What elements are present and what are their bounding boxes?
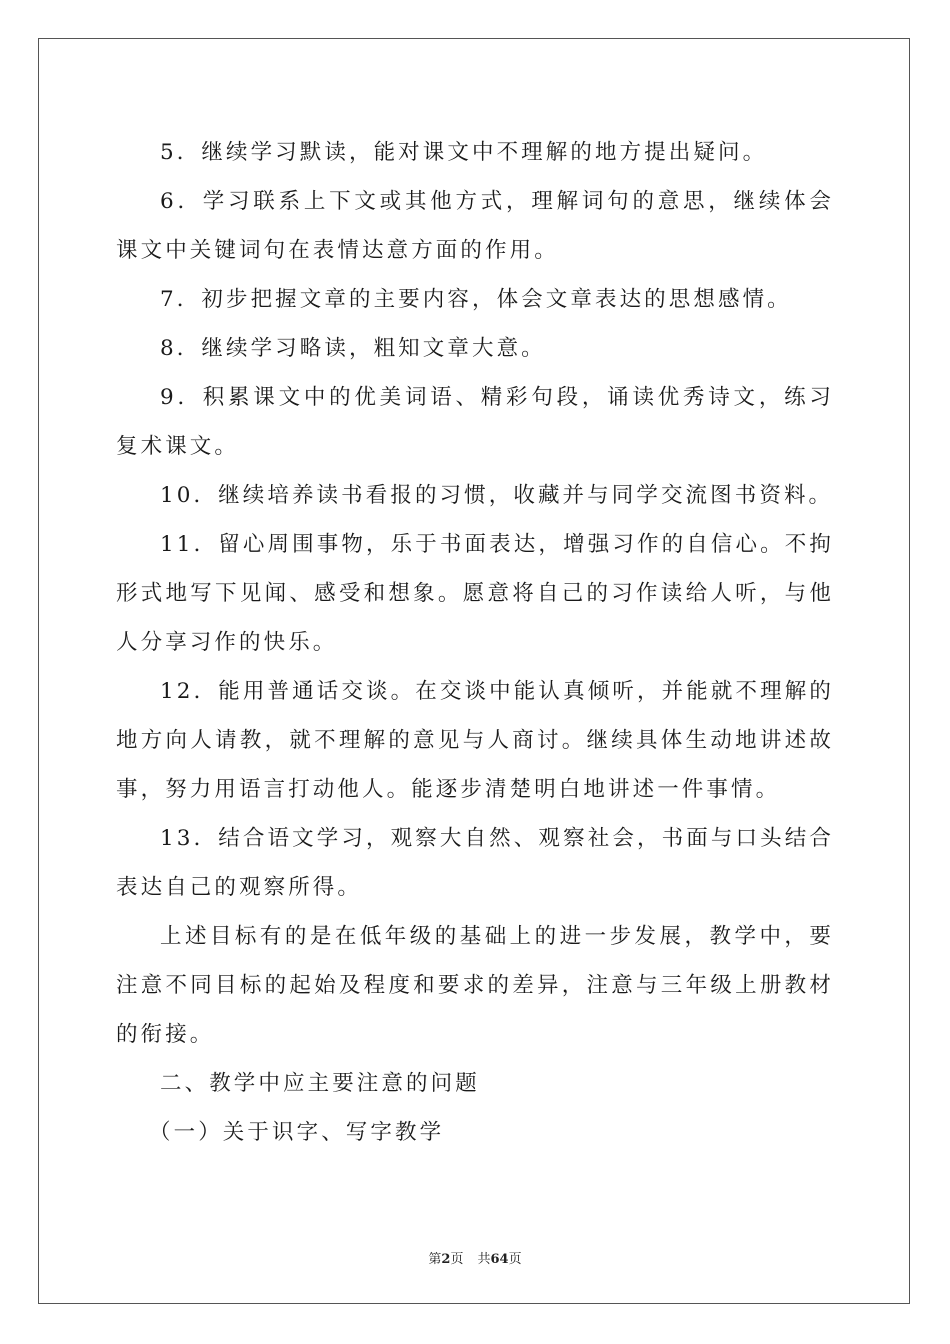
page-footer [0,1248,950,1267]
total-label-prefix: 共 [477,1252,491,1267]
total-label-suffix: 页 [508,1252,522,1267]
paragraph-goal-11: 11．留心周围事物，乐于书面表达，增强习作的自信心。不拘形式地写下见闻、感受和想象。愿意将自己的习作读给人听，与他人分享习作的快乐。 [116,532,834,655]
paragraph-goal-12: 12．能用普通话交谈。在交谈中能认真倾听，并能就不理解的地方向人请教，就不理解的意见与人商讨。继续具体生动地讲述故事，努力用语言打动他人。能逐步清楚明白地讲述一件事情。 [116,679,834,802]
section-heading: 二、教学中应主要注意的问题 [160,1071,480,1096]
page-label-suffix: 页 [450,1252,464,1267]
paragraph-goal-13: 13．结合语文学习，观察大自然、观察社会，书面与口头结合表达自己的观察所得。 [116,826,834,900]
paragraph-goal-5: 5．继续学习默读，能对课文中不理解的地方提出疑问。 [160,140,768,165]
paragraph-goal-9: 9．积累课文中的优美词语、精彩句段，诵读优秀诗文，练习复术课文。 [116,385,834,459]
paragraph-summary: 上述目标有的是在低年级的基础上的进一步发展，教学中，要注意不同目标的起始及程度和要求的差异，注意与三年级上册教材的衔接。 [116,924,834,1047]
paragraph-goal-7: 7．初步把握文章的主要内容，体会文章表达的思想感情。 [160,287,792,312]
document-body [116,128,834,1157]
paragraph-goal-10: 10．继续培养读书看报的习惯，收藏并与同学交流图书资料。 [160,483,834,508]
page-label-prefix: 第 [428,1252,442,1267]
paragraph-goal-6: 6．学习联系上下文或其他方式，理解词句的意思，继续体会课文中关键词句在表情达意方面的作用。 [116,189,834,263]
total-pages: 64 [490,1252,509,1267]
paragraph-goal-8: 8．继续学习略读，粗知文章大意。 [160,336,546,361]
sub-heading: （一）关于识字、写字教学 [149,1120,445,1145]
page-number: 2 [441,1252,451,1267]
